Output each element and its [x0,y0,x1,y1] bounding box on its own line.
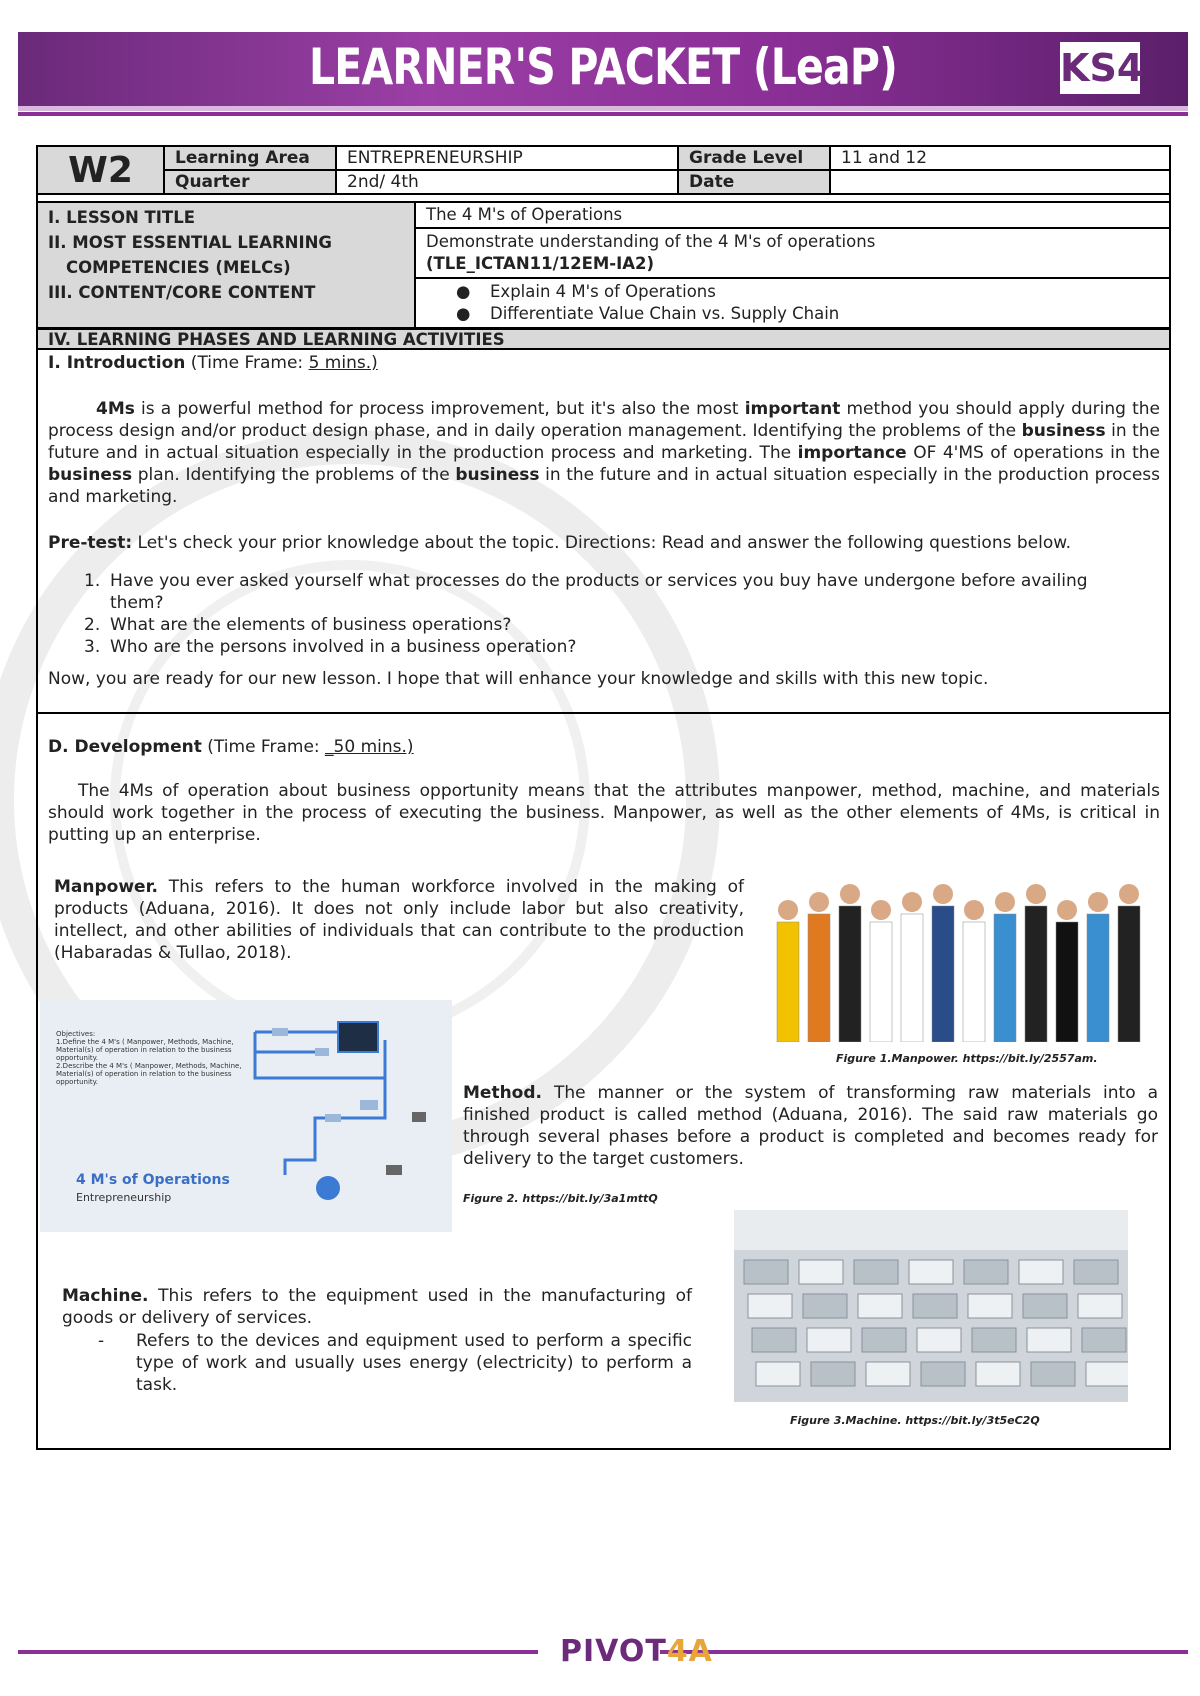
method-figure [40,1000,452,1232]
phase-heading: IV. LEARNING PHASES AND LEARNING ACTIVITIES [36,328,1171,350]
content-item: ● Explain 4 M's of Operations [456,282,716,301]
pretest-line: Pre-test: Let's check your prior knowledge about the topic. Directions: Read and answer the following questions below. [48,533,1071,553]
week-cell: W2 [37,146,164,194]
content-label: III. CONTENT/CORE CONTENT [48,283,316,302]
lesson-title-value: The 4 M's of Operations [415,202,1170,228]
content-item: ● Differentiate Value Chain vs. Supply Chain [456,304,840,323]
figure-1-caption: Figure 1.Manpower. https://bit.ly/2557am. [836,1052,1098,1065]
banner-title: LEARNER'S PACKET (LeaP) [308,38,898,96]
bullet-icon: ● [456,282,471,301]
development-intro: The 4Ms of operation about business opportunity means that the attributes manpower, method, machine, and materials should work together in the process of executing the business. Manpower, as well as the other elements of 4Ms, is critical in putting up an enterprise. [48,781,1160,845]
date-value [830,170,1170,194]
lesson-info-table [36,201,1171,329]
quarter-value: 2nd/ 4th [336,170,678,194]
question-item: 3. Who are the persons involved in a business operation? [84,637,577,657]
bullet-icon: ● [456,304,471,323]
method-paragraph: Method. The manner or the system of transforming raw materials into a finished product is called method (Aduana, 2016). The said raw materials go through several phases before a product is completed and becomes ready for delivery to the target customers. [463,1083,1158,1169]
banner-rule [18,112,1188,116]
packet-banner [18,32,1188,111]
lesson-title-label: I. LESSON TITLE [48,208,195,227]
figure-2-caption: Figure 2. https://bit.ly/3a1mttQ [463,1192,658,1205]
machine-paragraph: Machine. This refers to the equipment used in the manufacturing of goods or delivery of services. [62,1286,692,1328]
section-divider [36,712,1171,714]
question-item: 1. Have you ever asked yourself what processes do the products or services you buy have undergone before availing them? [84,571,1088,613]
learning-area-value: ENTREPRENEURSHIP [336,146,678,170]
machine-figure [734,1210,1128,1402]
machine-bullet: - Refers to the devices and equipment used to perform a specific type of work and usually uses energy (electricity) to perform a task. [98,1331,692,1395]
content-cell [415,278,1170,328]
manpower-figure [768,848,1168,1042]
manpower-paragraph: Manpower. This refers to the human workforce involved in the making of products (Aduana, 2016). It does not only include labor but also creativity, intellect, and other abilities of individuals that can contribute to the production (Habaradas & Tullao, 2018). [54,877,744,963]
melc-code: (TLE_ICTAN11/12EM-IA2) [426,254,655,273]
figure-2-objectives: Objectives: 1.Define the 4 M's ( Manpower, Methods, Machine, Material(s) of operation in relation to the business opportunity. 2.Describe the 4 M's ( Manpower, Methods, Machine, Material(s) of operation in relation to the business opportunity. [56,1030,242,1086]
learning-area-label: Learning Area [164,146,336,170]
pivot-logo: PIVOT4A [560,1634,713,1669]
development-heading: D. Development (Time Frame: _50 mins.) [48,737,414,757]
ks-badge: KS4 [1060,42,1140,94]
lesson-info-labels [37,202,415,328]
melc-label-2: COMPETENCIES (MELCs) [66,258,291,277]
question-item: 2. What are the elements of business operations? [84,615,512,635]
dash-icon: - [98,1331,105,1351]
melc-value: Demonstrate understanding of the 4 M's of operations [426,232,876,251]
figure-3-caption: Figure 3.Machine. https://bit.ly/3t5eC2Q [790,1414,1040,1427]
quarter-label: Quarter [164,170,336,194]
figure-2-subtitle: Entrepreneurship [76,1191,172,1204]
melc-label-1: II. MOST ESSENTIAL LEARNING [48,233,332,252]
header-table [36,145,1171,195]
intro-closing: Now, you are ready for our new lesson. I hope that will enhance your knowledge and skills with this new topic. [48,669,989,689]
grade-level-value: 11 and 12 [830,146,1170,170]
footer-rule-left [18,1650,538,1654]
date-label: Date [678,170,830,194]
intro-heading: I. Introduction (Time Frame: 5 mins.) [48,353,378,373]
pretest-questions [48,570,1128,658]
footer-rule-right [660,1650,1188,1654]
intro-paragraph: 4Ms is a powerful method for process improvement, but it's also the most important method you should apply during the process design and/or product design phase, and in daily operation management. Identifying the problems of the business in the future and in actual situation especially in the production process and marketing. The importance OF 4'MS of operations in the business plan. Identifying the problems of the business in the future and in actual situation especially in the production process and marketing. [48,399,1161,507]
grade-level-label: Grade Level [678,146,830,170]
melc-cell [415,228,1170,278]
figure-2-title: 4 M's of Operations [76,1172,230,1188]
